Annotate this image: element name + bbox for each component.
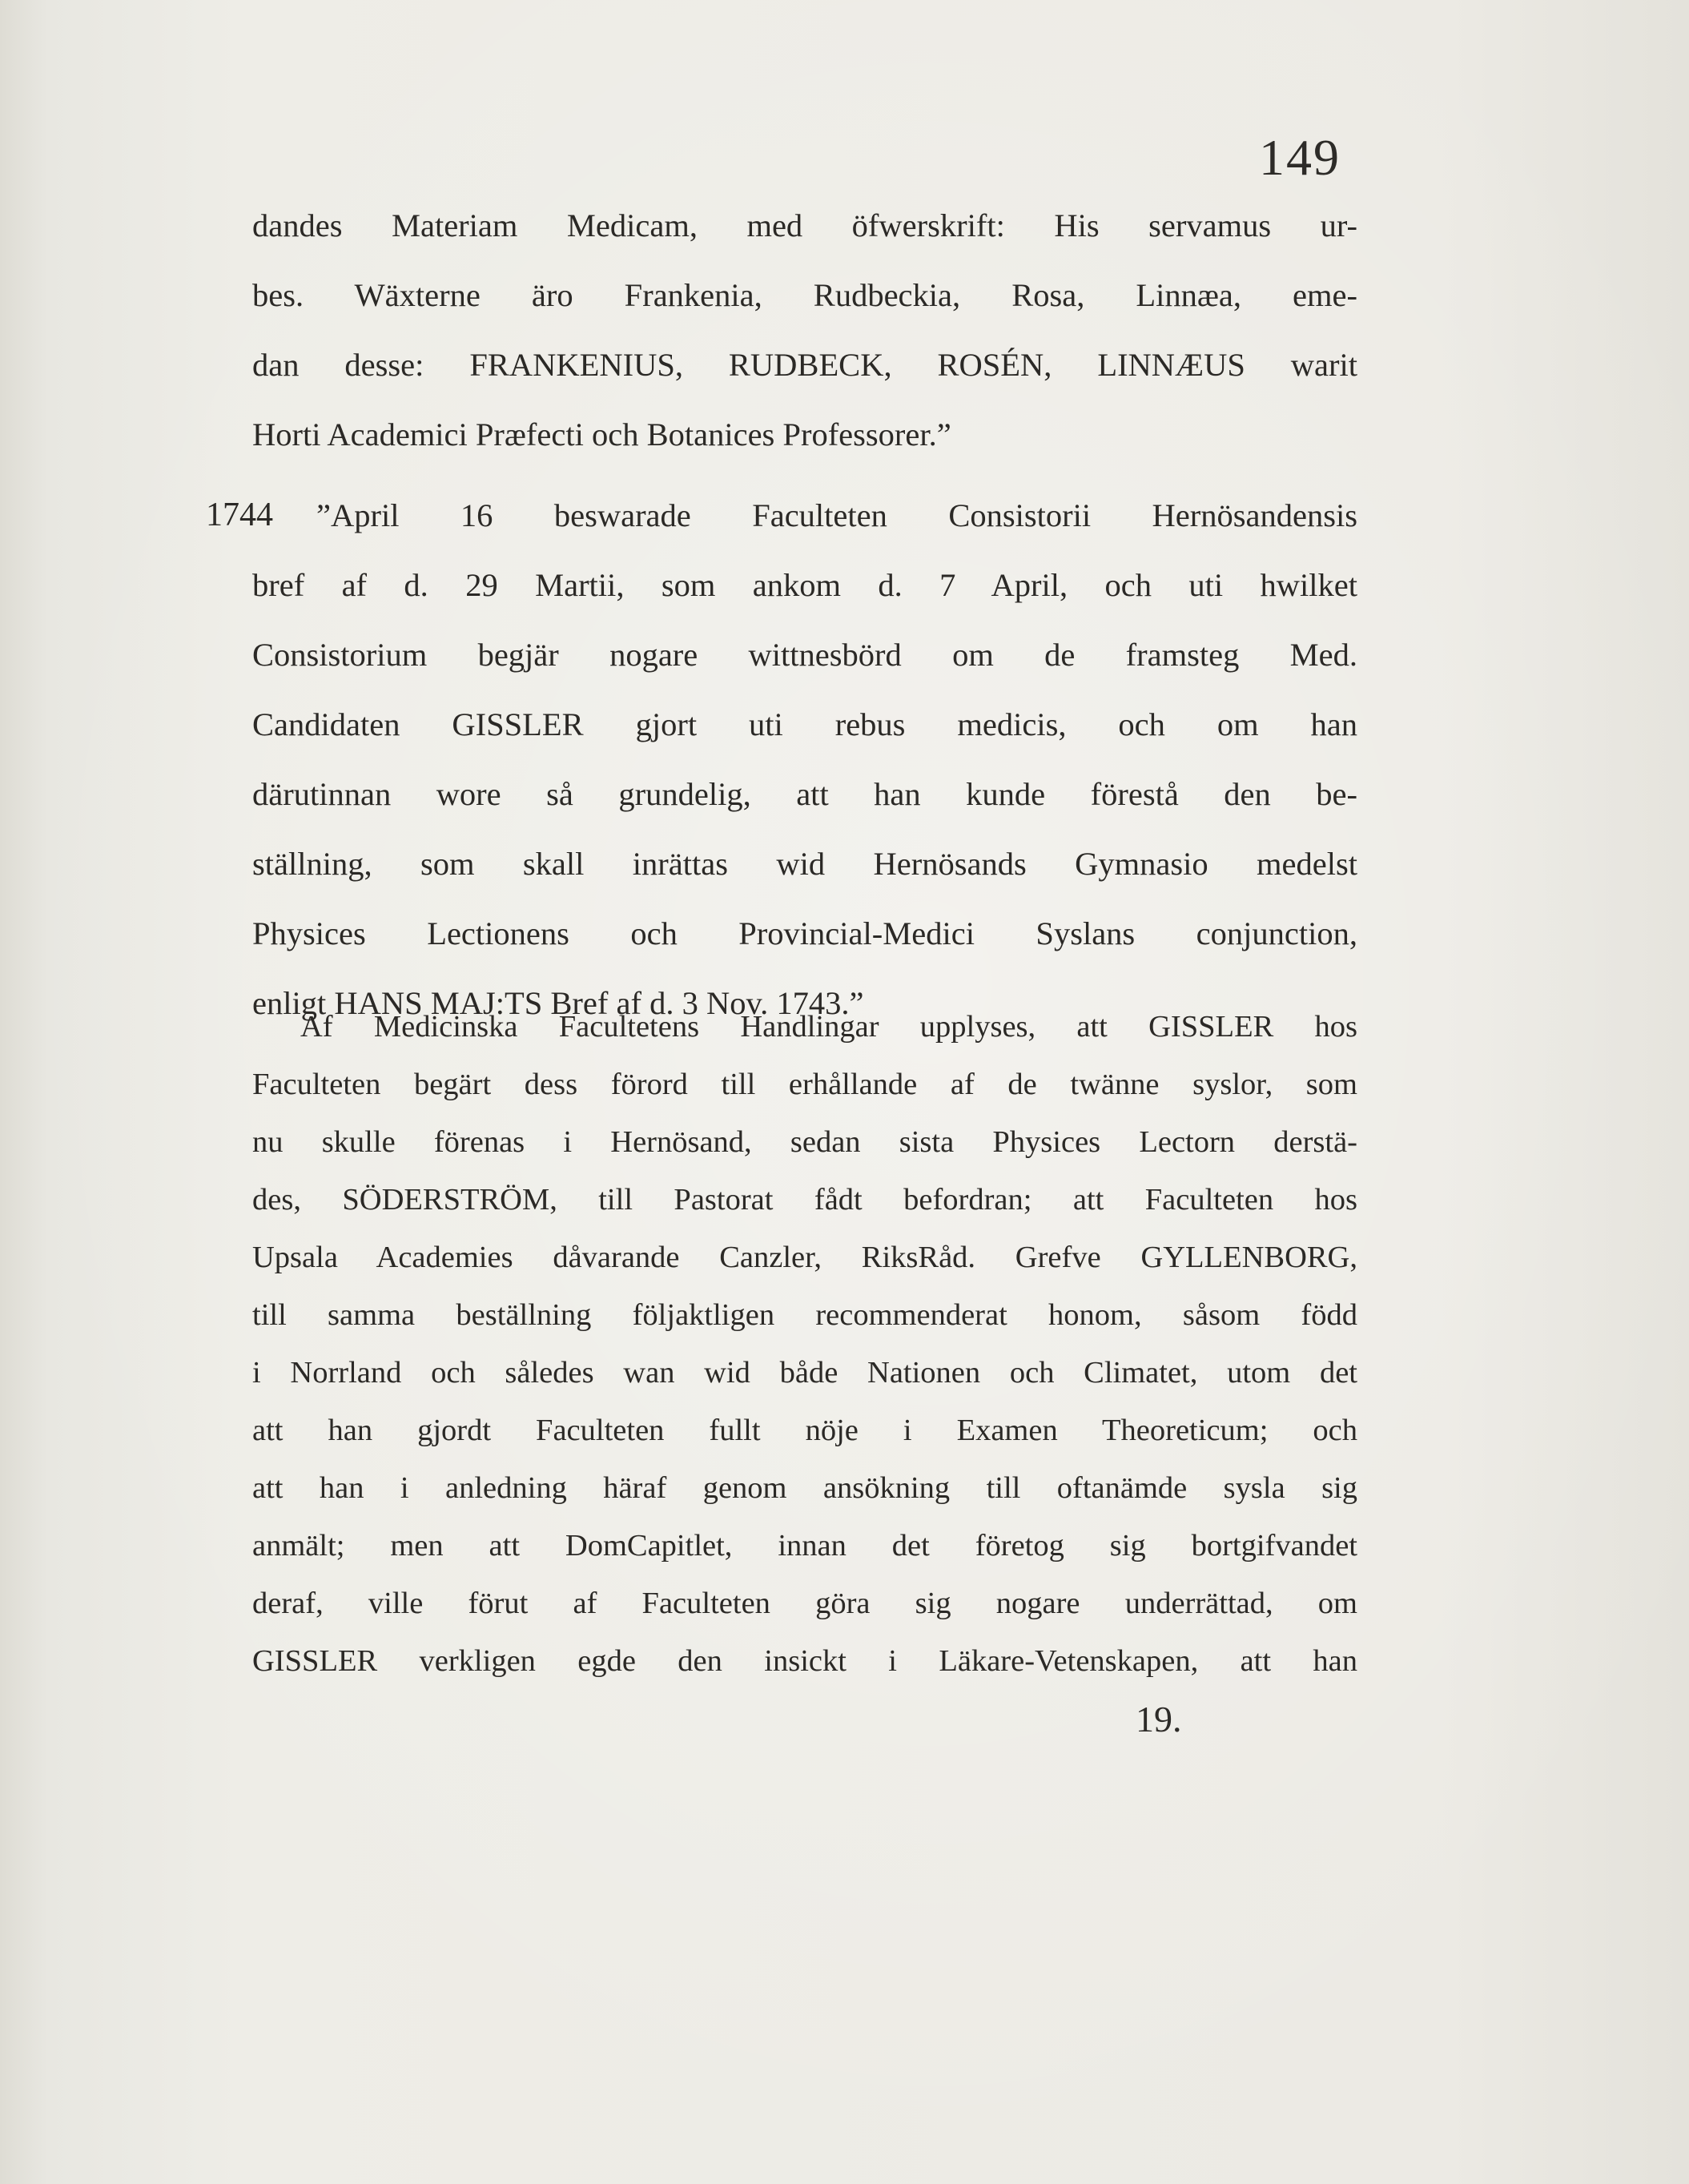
text-line: till samma beställning följaktligen recommenderat honom, såsom född <box>252 1298 1357 1332</box>
paragraph-3 <box>252 998 1357 1690</box>
text-line: dan desse: FRANKENIUS, RUDBECK, ROSÉN, LINNÆUS warit <box>252 347 1357 383</box>
text-line: ställning, som skall inrättas wid Hernösands Gymnasio medelst <box>252 846 1357 882</box>
paragraph-1 <box>252 191 1357 469</box>
text-line: ”April 16 beswarade Faculteten Consistorii Hernösandensis <box>316 497 1357 533</box>
paragraph-1744-entry <box>206 481 1357 1038</box>
text-line: att han gjordt Faculteten fullt nöje i Examen Theoreticum; och <box>252 1414 1357 1447</box>
text-line: därutinnan wore så grundelig, att han kunde förestå den be- <box>252 776 1357 812</box>
text-line: Faculteten begärt dess förord till erhållande af de twänne syslor, som <box>252 1068 1357 1101</box>
text-line: GISSLER verkligen egde den insickt i Läkare-Vetenskapen, att han <box>252 1644 1357 1678</box>
text-line: dandes Materiam Medicam, med öfwerskrift: His servamus ur- <box>252 207 1357 243</box>
text-line: bref af d. 29 Martii, som ankom d. 7 April, och uti hwilket <box>252 567 1357 603</box>
text-line: Candidaten GISSLER gjort uti rebus medicis, och om han <box>252 706 1357 742</box>
signature-mark: 19. <box>1136 1699 1182 1740</box>
year-marker: 1744 <box>206 497 273 533</box>
text-line: Physices Lectionens och Provincial-Medici Syslans conjunction, <box>252 915 1357 951</box>
text-line: att han i anledning häraf genom ansökning till oftanämde sysla sig <box>252 1471 1357 1505</box>
text-line: i Norrland och således wan wid både Nationen och Climatet, utom det <box>252 1356 1357 1390</box>
text-line: Upsala Academies dåvarande Canzler, RiksRåd. Grefve GYLLENBORG, <box>252 1241 1357 1274</box>
text-line: deraf, ville förut af Faculteten göra sig nogare underrättad, om <box>252 1587 1357 1620</box>
text-line: anmält; men att DomCapitlet, innan det företog sig bortgifvandet <box>252 1529 1357 1563</box>
text-line: nu skulle förenas i Hernösand, sedan sista Physices Lectorn derstä- <box>252 1125 1357 1159</box>
text-line: enligt HANS MAJ:TS Bref af d. 3 Nov. 1743.” <box>252 985 864 1021</box>
text-line: des, SÖDERSTRÖM, till Pastorat fådt befordran; att Faculteten hos <box>252 1183 1357 1217</box>
text-line: Af Medicinska Facultetens Handlingar upplyses, att GISSLER hos <box>300 1010 1357 1044</box>
text-line: bes. Wäxterne äro Frankenia, Rudbeckia, Rosa, Linnæa, eme- <box>252 277 1357 313</box>
text-line: Horti Academici Præfecti och Botanices Professorer.” <box>252 416 951 452</box>
page-number: 149 <box>1259 129 1341 186</box>
text-line: Consistorium begjär nogare wittnesbörd om de framsteg Med. <box>252 637 1357 673</box>
